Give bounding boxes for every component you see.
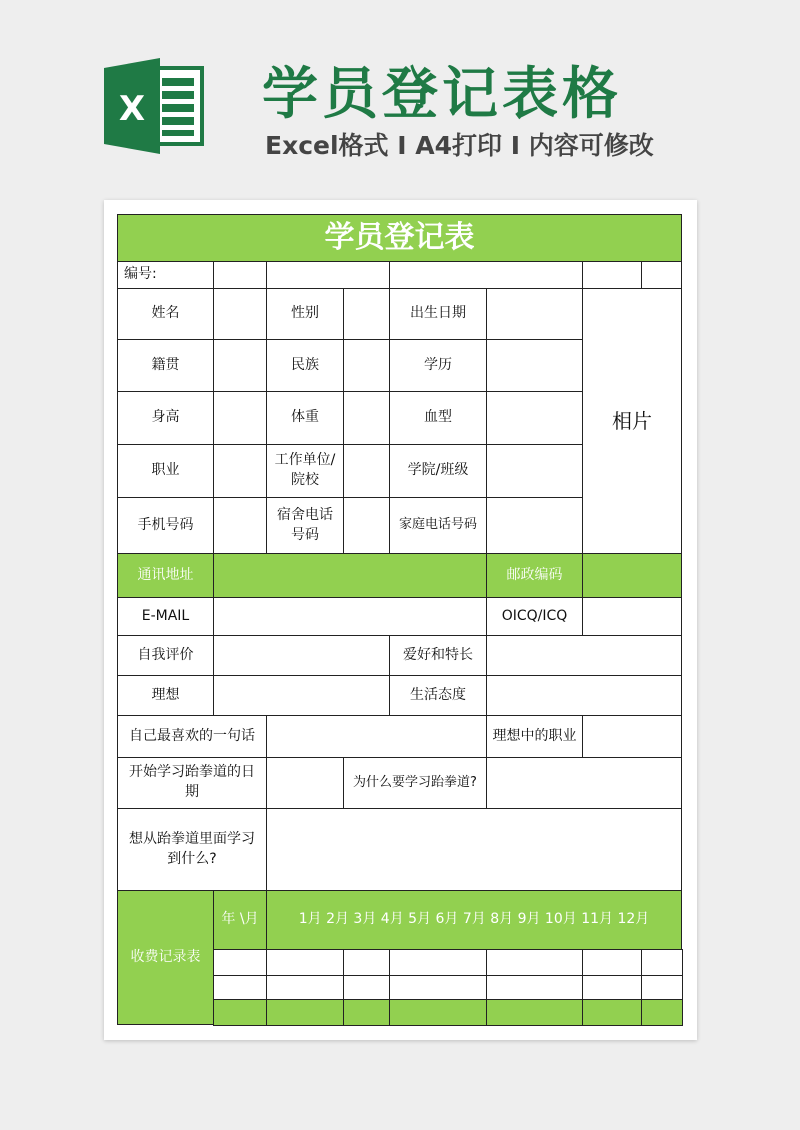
postcode-label: 邮政编码 — [486, 553, 583, 598]
dorm-phone-label: 宿舍电话号码 — [266, 497, 344, 554]
address-field[interactable] — [213, 553, 487, 598]
job-field[interactable] — [213, 444, 267, 498]
why-label: 为什么要学习跆拳道? — [343, 757, 487, 809]
fee-cell[interactable] — [389, 999, 487, 1026]
college-label: 学院/班级 — [389, 444, 487, 498]
want-learn-field[interactable] — [266, 808, 682, 891]
ideal-job-field[interactable] — [582, 715, 682, 758]
name-label: 姓名 — [117, 288, 214, 340]
fee-cell[interactable] — [343, 975, 390, 1000]
form-title: 学员登记表 — [117, 214, 682, 262]
fee-cell[interactable] — [266, 999, 344, 1026]
cell[interactable] — [582, 261, 642, 289]
home-phone-field[interactable] — [486, 497, 583, 554]
address-label: 通讯地址 — [117, 553, 214, 598]
education-field[interactable] — [486, 339, 583, 392]
fee-cell[interactable] — [389, 975, 487, 1000]
hobby-label: 爱好和特长 — [389, 635, 487, 676]
fee-cell[interactable] — [486, 949, 583, 976]
height-label: 身高 — [117, 391, 214, 445]
fee-cell[interactable] — [343, 999, 390, 1026]
native-label: 籍贯 — [117, 339, 214, 392]
months-header: 1月 2月 3月 4月 5月 6月 7月 8月 9月 10月 11月 12月 — [266, 890, 682, 950]
fee-cell[interactable] — [641, 949, 683, 976]
mobile-label: 手机号码 — [117, 497, 214, 554]
attitude-label: 生活态度 — [389, 675, 487, 716]
fav-quote-label: 自己最喜欢的一句话 — [117, 715, 267, 758]
attitude-field[interactable] — [486, 675, 682, 716]
fee-cell[interactable] — [582, 975, 642, 1000]
start-date-field[interactable] — [266, 757, 344, 809]
fee-cell[interactable] — [213, 949, 267, 976]
dorm-phone-field[interactable] — [343, 497, 390, 554]
fee-cell[interactable] — [486, 975, 583, 1000]
college-field[interactable] — [486, 444, 583, 498]
ideal-field[interactable] — [213, 675, 390, 716]
fee-cell[interactable] — [213, 999, 267, 1026]
job-label: 职业 — [117, 444, 214, 498]
fee-cell[interactable] — [389, 949, 487, 976]
height-field[interactable] — [213, 391, 267, 445]
cell[interactable] — [389, 261, 583, 289]
year-month-header: 年 \月 — [213, 890, 267, 950]
cell[interactable] — [266, 261, 390, 289]
photo-cell[interactable]: 相片 — [582, 288, 682, 554]
weight-label: 体重 — [266, 391, 344, 445]
page-title: 学员登记表格 — [262, 62, 622, 127]
hobby-field[interactable] — [486, 635, 682, 676]
education-label: 学历 — [389, 339, 487, 392]
fee-cell[interactable] — [641, 999, 683, 1026]
blood-label: 血型 — [389, 391, 487, 445]
email-field[interactable] — [213, 597, 487, 636]
birth-label: 出生日期 — [389, 288, 487, 340]
want-learn-label: 想从跆拳道里面学习到什么? — [117, 808, 267, 891]
fee-cell[interactable] — [582, 999, 642, 1026]
native-field[interactable] — [213, 339, 267, 392]
postcode-field[interactable] — [582, 553, 682, 598]
fee-cell[interactable] — [486, 999, 583, 1026]
workplace-field[interactable] — [343, 444, 390, 498]
ethnic-label: 民族 — [266, 339, 344, 392]
oicq-field[interactable] — [582, 597, 682, 636]
weight-field[interactable] — [343, 391, 390, 445]
home-phone-label: 家庭电话号码 — [389, 497, 487, 554]
fee-cell[interactable] — [343, 949, 390, 976]
mobile-field[interactable] — [213, 497, 267, 554]
ideal-job-label: 理想中的职业 — [486, 715, 583, 758]
number-label: 编号: — [117, 261, 214, 289]
why-field[interactable] — [486, 757, 682, 809]
fee-title: 收费记录表 — [117, 890, 214, 1025]
start-date-label: 开始学习跆拳道的日期 — [117, 757, 267, 809]
number-field[interactable] — [213, 261, 267, 289]
birth-field[interactable] — [486, 288, 583, 340]
fav-quote-field[interactable] — [266, 715, 487, 758]
gender-field[interactable] — [343, 288, 390, 340]
self-eval-label: 自我评价 — [117, 635, 214, 676]
name-field[interactable] — [213, 288, 267, 340]
ethnic-field[interactable] — [343, 339, 390, 392]
blood-field[interactable] — [486, 391, 583, 445]
fee-cell[interactable] — [266, 949, 344, 976]
gender-label: 性别 — [266, 288, 344, 340]
cell[interactable] — [641, 261, 682, 289]
email-label: E-MAIL — [117, 597, 214, 636]
workplace-label: 工作单位/院校 — [266, 444, 344, 498]
svg-text:X: X — [118, 89, 146, 129]
fee-cell[interactable] — [582, 949, 642, 976]
fee-cell[interactable] — [641, 975, 683, 1000]
fee-cell[interactable] — [266, 975, 344, 1000]
self-eval-field[interactable] — [213, 635, 390, 676]
excel-logo-icon — [104, 58, 204, 154]
oicq-label: OICQ/ICQ — [486, 597, 583, 636]
fee-cell[interactable] — [213, 975, 267, 1000]
ideal-label: 理想 — [117, 675, 214, 716]
page-subtitle: Excel格式 I A4打印 I 内容可修改 — [265, 131, 654, 160]
